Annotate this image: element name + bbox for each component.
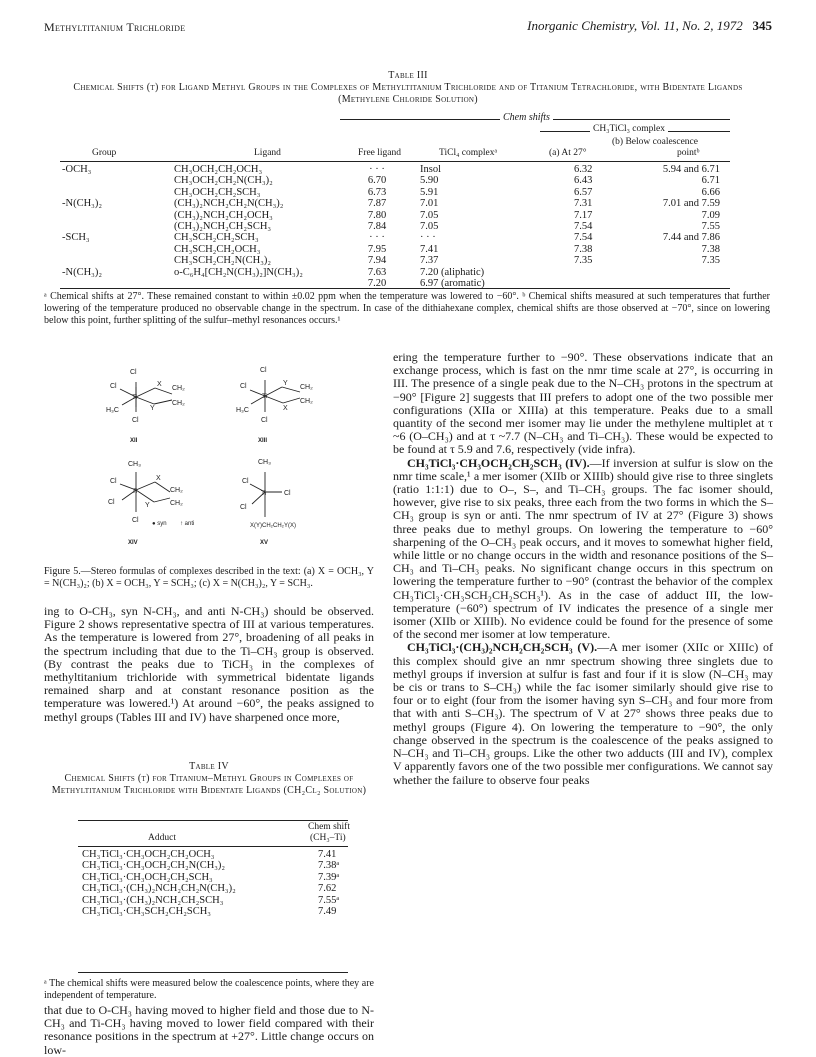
right-paragraph-2	[393, 457, 773, 642]
syn-legend: ● syn	[152, 521, 167, 527]
xiii-x: X	[283, 405, 288, 412]
table3-cell-coal: 7.01 and 7.59	[662, 198, 720, 210]
col-header-group: Group	[92, 148, 117, 158]
xv-ti: Ti	[261, 490, 267, 497]
xii-ti: Ti	[132, 394, 138, 401]
col-header-coal-1: (b) Below coalescence	[612, 137, 698, 147]
xiii-ti: Ti	[262, 393, 268, 400]
running-head-journal	[527, 18, 772, 34]
table3-cell-group: -N(CH₃)₂	[62, 266, 102, 278]
table3-cell-a27: 7.38	[574, 243, 593, 255]
xiv-ch3: CH₃	[128, 461, 141, 468]
table3-bottom-rule	[60, 288, 730, 289]
xii-ch2-b: CH₂	[172, 400, 185, 407]
col-header-ligand: Ligand	[254, 148, 281, 158]
table3-cell-ligand: (CH₃)₂NCH₂CH₂SCH₃	[174, 221, 272, 232]
table3-cell-ligand: CH₃SCH₂CH₂OCH₃	[174, 243, 261, 255]
table3-cell-ticl4: 7.05	[420, 209, 439, 221]
table3-cell-group: -N(CH₃)₂	[62, 198, 102, 210]
table3-cell-a27: 7.54	[574, 232, 593, 244]
chem-shifts-header: Chem shifts	[500, 112, 553, 123]
table4-col-adduct: Adduct	[148, 833, 176, 843]
right-paragraph-1: ering the temperature further to −90°. These observations indicate that an exchange process, which is fast on the nmr time scale at 27°, is occurring in III. The presence of a single peak due to the N–CH₃ protons in the spectrum at −90° [Figure 2] suggests that III prefers to adopt one of the two possible mer configurations (XIIa or XIIIa) at this temperature. Peaks due to a small quantity of the second mer isomer may lie under the methylene multiplet at τ ~6 (O–CH₃) and at τ ~7.7 (N–CH₃ and Ti–CH₃). These would be expected to be found at τ 5.9 and 7.6, respectively (vide infra).	[393, 350, 773, 457]
col-header-ticl4: TiCl₄ complexᵃ	[439, 148, 498, 158]
xiii-y: Y	[283, 380, 288, 387]
left-column-body-2	[44, 1004, 374, 1057]
xiv-ch2-a: CH₂	[170, 487, 183, 494]
table3-cell-ticl4: 7.01	[420, 198, 439, 210]
compound-iv-text: —If inversion at sulfur is slow on the nmr time scale,¹ a mer isomer (XIIb or XIIIb) should give rise to three singlets (ratio 1:1:1) due to O–, S–, and Ti–CH₃ groups. The fac isomer should, however, give rise to six peaks, three each from the two forms in which the S–CH₃ group is syn or anti. The nmr spectrum of IV at 27° (Figure 3) shows three peaks due to methyl groups. On lowering the temperature to −60° sharpening of the O–CH₃ peak occurs, and it moves to somewhat higher field, while little or no change occurs in the width and resonance positions of the S–CH₃ and Ti–CH₃ peaks. No significant change occurs in this spectrum on lowering the temperature further to −90° (contrast the behavior of the complex CH₃TiCl₃·CH₃SCH₂CH₂SCH₃¹). As in the case of adduct III, the low-temperature (−60°) spectrum of IV indicates the presence of a single mer isomer (XIIb or XIIIb). No evidence could be found for the presence of some of the second mer isomer at low temperature.	[393, 455, 773, 642]
col-header-coal-2: pointᵇ	[677, 148, 700, 158]
table3-cell-group: -SCH₃	[62, 232, 90, 244]
table3-cell-ligand: (CH₃)₂NCH₂CH₂N(CH₃)₂	[174, 198, 284, 210]
col-header-27: (a) At 27°	[549, 148, 587, 158]
col-header-free: Free ligand	[358, 148, 402, 158]
right-column-body	[393, 351, 773, 787]
xv-cl-left: Cl	[242, 478, 249, 485]
xiv-cl-bottom: Cl	[132, 517, 139, 524]
table3-cell-ticl4: 5.91	[420, 186, 439, 198]
table3-cell-ligand: o-C₆H₄[CH₂N(CH₃)₂]N(CH₃)₂	[174, 266, 303, 278]
table4-col-shift-2: (CH₃–Ti)	[310, 833, 346, 843]
xii-cl-bottom: Cl	[132, 417, 139, 424]
table4-label: Table IV	[189, 761, 229, 772]
table4-header-rule	[78, 846, 348, 847]
table3-cell-a27: 6.32	[574, 164, 593, 175]
table3-cell-ticl4: 7.37	[420, 255, 439, 267]
xiii-cl-left: Cl	[240, 383, 247, 390]
table3-cell-ticl4: Insol	[420, 164, 441, 175]
table4-cell-adduct: CH₃TiCl₃·(CH₃)₂NCH₂CH₂SCH₃	[82, 894, 224, 906]
xiii-ch2-b: CH₂	[300, 398, 313, 405]
table3-cell-ligand: CH₃OCH₂CH₂N(CH₃)₂	[174, 175, 273, 187]
xii-cl-top: Cl	[130, 369, 137, 376]
table3-cell-coal: 7.38	[701, 243, 720, 255]
xiv-ti: Ti	[132, 488, 138, 495]
xii-h3c: H₃C	[106, 407, 119, 414]
table4-col-shift-1: Chem shift	[308, 822, 350, 832]
table3-cell-coal: 7.35	[701, 255, 720, 267]
table4-cell-adduct: CH₃TiCl₃·CH₃SCH₂CH₂SCH₃	[82, 906, 211, 917]
table3-cell-ligand: CH₃OCH₂CH₂SCH₃	[174, 186, 261, 198]
table3-cell-a27: 7.31	[574, 198, 593, 210]
table4-cell-shift: 7.39ᵃ	[318, 871, 340, 883]
xii-y: Y	[150, 405, 155, 412]
xv-cl-right: Cl	[284, 490, 291, 497]
table3-cell-coal: 7.09	[701, 209, 720, 221]
table3-cell-free: 7.80	[367, 209, 387, 221]
table4-cell-adduct: CH₃TiCl₃·CH₃OCH₂CH₂N(CH₃)₂	[82, 860, 226, 872]
table3-cell-free: 6.70	[367, 175, 387, 187]
table4-cell-adduct: CH₃TiCl₃·CH₃OCH₂CH₂OCH₃	[82, 849, 215, 860]
table3-footnote: ᵃ Chemical shifts at 27°. These remained constant to within ±0.02 ppm when the temperature was lowered to −60°. ᵇ Chemical shifts measured at such temperatures that further lowering of the temperature produced no observable change in the spectrum. In case of the dithiahexane complex, chemical shifts are those observed at −70°, since on lowering below this point, further splitting of the sulfur–methyl resonances occurs.¹	[44, 291, 770, 326]
table3-cell-ticl4: 7.20 (aliphatic)	[420, 266, 485, 278]
right-paragraph-3	[393, 641, 773, 786]
table3-cell-ligand: CH₃SCH₂CH₂SCH₃	[174, 232, 259, 244]
table3-cell-coal: 7.55	[701, 221, 720, 232]
table3-cell-coal: 7.44 and 7.86	[662, 232, 720, 244]
table3-cell-free: 7.20	[367, 278, 387, 289]
table4-footnote: ᵃ The chemical shifts were measured below the coalescence points, where they are independent of temperature.	[44, 978, 374, 1001]
table3-label: Table III	[388, 70, 428, 81]
label-xiv: XIV	[128, 540, 138, 546]
table3-cell-ticl4: 7.41	[420, 243, 439, 255]
table4-cell-adduct: CH₃TiCl₃·(CH₃)₂NCH₂CH₂N(CH₃)₂	[82, 883, 236, 895]
xv-ligand: X(Y)CH₂CH₂Y(X)	[250, 523, 296, 529]
xv-cl-left2: Cl	[240, 504, 247, 511]
xiv-ch2-b: CH₂	[170, 500, 183, 507]
table3-header-rule	[60, 161, 730, 162]
label-xii: XII	[130, 438, 138, 444]
table3-cell-a27: 7.35	[574, 255, 593, 267]
compound-iv-heading: CH₃TiCl₃·CH₃OCH₂CH₂SCH₃ (IV).	[407, 455, 590, 470]
journal-citation: Inorganic Chemistry, Vol. 11, No. 2, 1972	[527, 18, 743, 33]
anti-legend: ↑ anti	[180, 521, 195, 527]
figure-5-stereo-formulas	[60, 352, 380, 567]
table4-cell-adduct: CH₃TiCl₃·CH₃OCH₂CH₂SCH₃	[82, 871, 213, 883]
label-xv: XV	[260, 540, 269, 546]
xii-x: X	[157, 381, 162, 388]
xiii-ch2-a: CH₂	[300, 384, 313, 391]
complex-span-header: CH₃TiCl₃ complex	[590, 124, 668, 134]
table3-cell-free: 6.73	[367, 186, 387, 198]
page-number: 345	[752, 18, 772, 33]
xii-cl-left: Cl	[110, 383, 117, 390]
compound-v-text: —A mer isomer (XIIc or XIIIc) of this complex should give an nmr spectrum showing three singlets due to methyl groups if inversion at sulfur is fast and four if it is slow (N–CH₃ may be cis or trans to S–CH₃) while the fac isomer similarly should give rise to four or to eight (four from the isomer having syn S–CH₃ and four more from that with anti S–CH₃). The spectrum of V at 27° shows three peaks due to methyl groups (Figure 4). On lowering the temperature to −90°, the only change observed in the spectrum is the coalescence of the peaks assigned to N–CH₃ and Ti–CH₃ groups. Like the other two adducts (III and IV), complex V apparently favors one of the two possible mer configurations. We cannot say whether the failure to observe four peaks	[393, 640, 773, 787]
xv-ch3: CH₃	[258, 459, 271, 466]
table3-cell-a27: 6.43	[574, 175, 593, 187]
table4-cell-shift: 7.38ᵃ	[318, 860, 340, 872]
table3-cell-ticl4: · · ·	[420, 232, 436, 244]
table4-cell-shift: 7.55ᵃ	[318, 894, 340, 906]
table3-cell-free: 7.63	[367, 266, 387, 278]
table3-cell-ligand: (CH₃)₂NCH₂CH₂OCH₃	[174, 209, 273, 221]
table3-cell-coal: 6.71	[701, 175, 720, 187]
table3-cell-free: 7.87	[367, 198, 387, 210]
table3-cell-free: · · ·	[369, 164, 385, 175]
table3-cell-free: 7.94	[367, 255, 387, 267]
table3-caption: Chemical Shifts (τ) for Ligand Methyl Groups in the Complexes of Methyltitanium Trichloride and of Titanium Tetrachloride, with Bidentate Ligands (Methylene Chloride Solution)	[73, 82, 743, 105]
table3-cell-group: -OCH₃	[62, 164, 92, 175]
table4-cell-shift: 7.41	[318, 849, 337, 860]
compound-v-heading: CH₃TiCl₃·(CH₃)₂NCH₂CH₂SCH₃ (V).	[407, 640, 598, 655]
table4-cell-shift: 7.49	[318, 906, 337, 917]
table3-cell-free: · · ·	[369, 232, 385, 244]
table3-cell-a27: 7.54	[574, 221, 593, 232]
figure-5-caption: Figure 5.—Stereo formulas of complexes described in the text: (a) X = OCH₃, Y = N(CH₃)₂; (b) X = OCH₃, Y = SCH₃; (c) X = N(CH₃)₂, Y = SCH₃.	[44, 566, 374, 589]
table3-cell-coal: 6.66	[701, 186, 720, 198]
table3-cell-coal: 5.94 and 6.71	[662, 164, 720, 175]
xiv-y: Y	[145, 502, 150, 509]
xii-ch2-a: CH₂	[172, 385, 185, 392]
xiv-cl-left2: Cl	[108, 499, 115, 506]
table4-cell-shift: 7.62	[318, 883, 337, 895]
xiii-cl-bottom: Cl	[261, 417, 268, 424]
xiv-cl-left: Cl	[110, 478, 117, 485]
table3-cell-ligand: CH₃OCH₂CH₂OCH₃	[174, 164, 263, 175]
running-head-title: Methyltitanium Trichloride	[44, 20, 186, 34]
table3-cell-free: 7.84	[367, 221, 387, 232]
table3-cell-ticl4: 6.97 (aromatic)	[420, 278, 485, 289]
table3-cell-a27: 6.57	[574, 186, 593, 198]
left-paragraph-2: that due to O-CH₃ having moved to higher field and those due to N-CH₃ and Ti-CH₃ having moved to lower field compared with their resonance positions in the spectrum at +27°. Little change occurs on low-	[44, 1003, 374, 1057]
table3-cell-a27: 7.17	[574, 209, 593, 221]
label-xiii: XIII	[258, 438, 268, 444]
xiii-cl-top: Cl	[260, 367, 267, 374]
left-column-body	[44, 605, 374, 724]
table3-cell-ticl4: 7.05	[420, 221, 439, 232]
table4-top-rule	[78, 820, 348, 821]
table4-caption: Chemical Shifts (τ) for Titanium–Methyl Groups in Complexes of Methyltitanium Trichloride with Bidentate Ligands (CH₂Cl₂ Solution)	[51, 773, 367, 796]
table3-cell-ligand: CH₃SCH₂CH₂N(CH₃)₂	[174, 255, 272, 267]
xiv-x: X	[156, 475, 161, 482]
table3-cell-free: 7.95	[367, 243, 387, 255]
left-paragraph-1: ing to O-CH₃, syn N-CH₃, and anti N-CH₃) should be observed. Figure 2 shows representative spectra of III at various temperatures. As the temperature is lowered from 27°, broadening of all peaks in the spectrum including that due to the Ti–CH₃ group is observed. (By contrast the peaks due to TiCH₃ in the complexes of methyltitanium trichloride with symmetrical bidentate ligands remained sharp and at constant resonance position as the temperature was lowered.¹) At around −60°, the peaks assigned to methyl groups (Tables III and IV) have sharpened once more,	[44, 604, 374, 724]
xiii-h3c: H₃C	[236, 407, 249, 414]
table3-cell-ticl4: 5.90	[420, 175, 439, 187]
table4-bottom-rule	[78, 972, 348, 973]
